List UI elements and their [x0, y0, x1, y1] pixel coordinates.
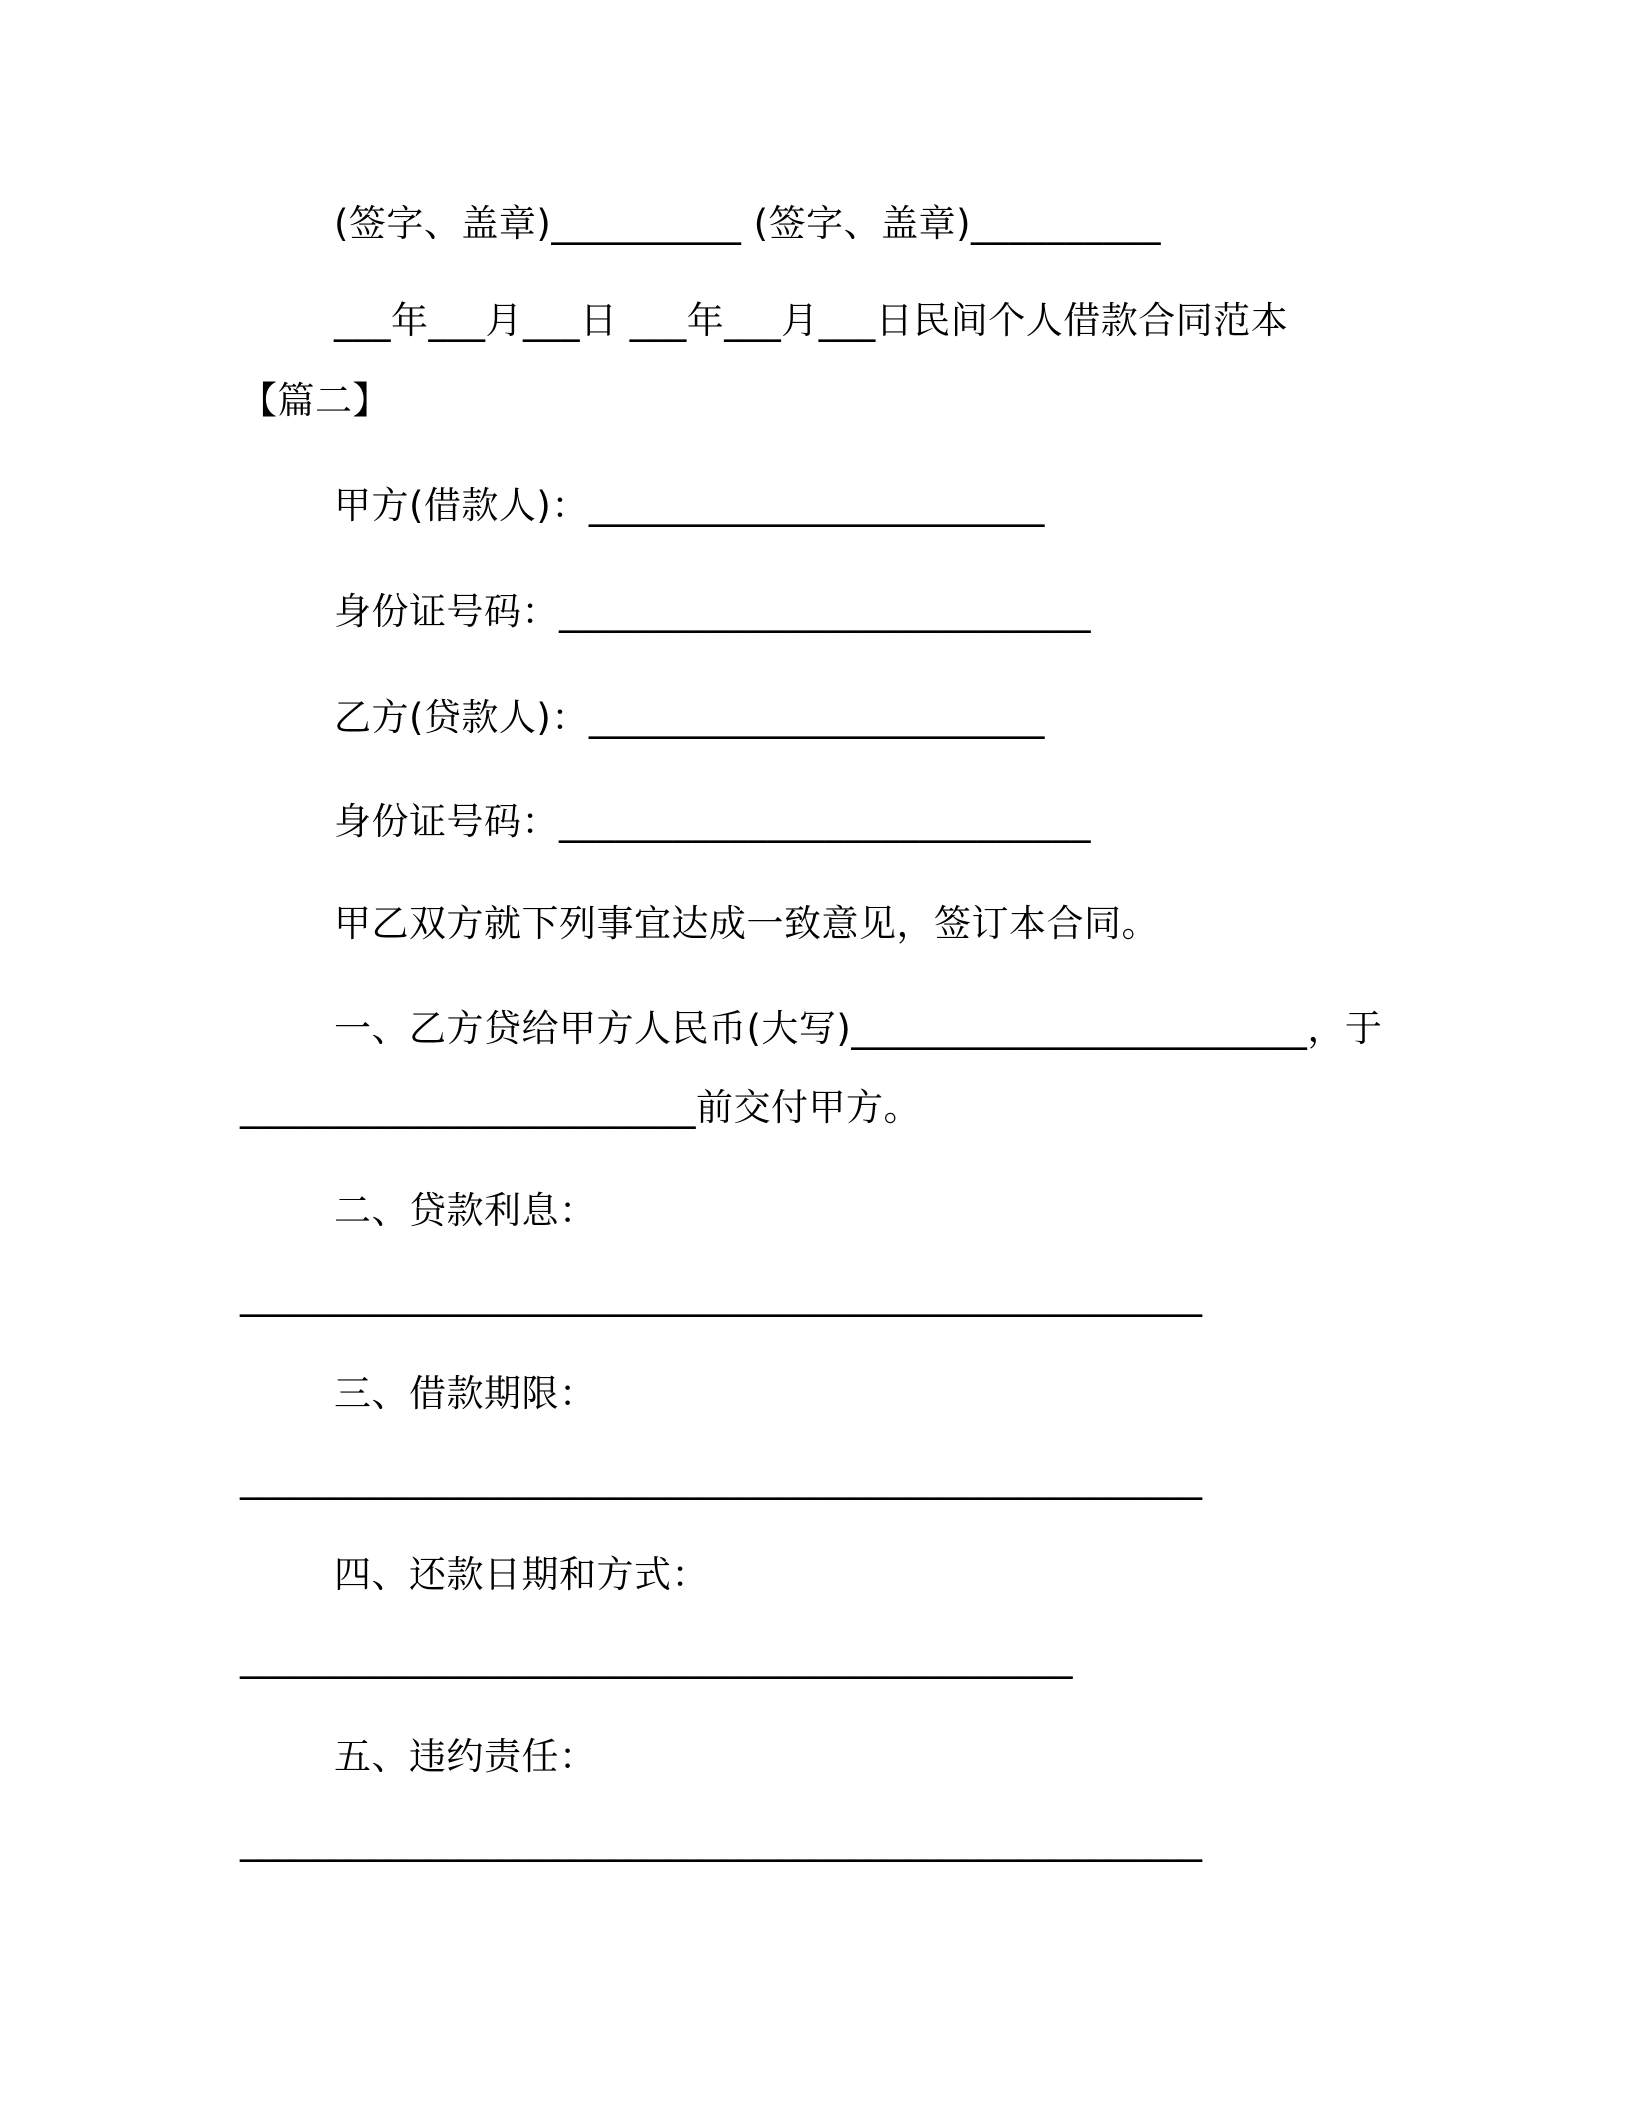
party-b-field: 乙方(贷款人)：________________________ [334, 696, 1045, 739]
clause-2-heading: 二、贷款利息： [334, 1189, 597, 1232]
clause-5-blank: ____________________________________________________ [240, 1819, 1202, 1862]
party-a-field: 甲方(借款人)：________________________ [334, 484, 1045, 527]
party-b-id-field: 身份证号码：____________________________ [334, 800, 1091, 843]
section-heading: 【篇二】 [240, 379, 390, 422]
clause-2-blank: ____________________________________________________ [240, 1274, 1202, 1317]
clause-1-line-2: ________________________前交付甲方。 [240, 1086, 921, 1129]
clause-3-blank: ____________________________________________________ [240, 1457, 1202, 1500]
clause-4-blank: _____________________________________________ [240, 1636, 1073, 1679]
party-a-id-field: 身份证号码：____________________________ [334, 590, 1091, 633]
agreement-statement: 甲乙双方就下列事宜达成一致意见，签订本合同。 [334, 902, 1159, 945]
signature-line: (签字、盖章)__________ (签字、盖章)__________ [334, 202, 1162, 245]
clause-3-heading: 三、借款期限： [334, 1372, 597, 1415]
clause-4-heading: 四、还款日期和方式： [334, 1553, 709, 1596]
clause-5-heading: 五、违约责任： [334, 1735, 597, 1778]
clause-1-line-1: 一、乙方贷给甲方人民币(大写)________________________，于 [334, 1007, 1383, 1050]
date-and-title-line: ___年___月___日 ___年___月___日民间个人借款合同范本 [334, 299, 1289, 342]
